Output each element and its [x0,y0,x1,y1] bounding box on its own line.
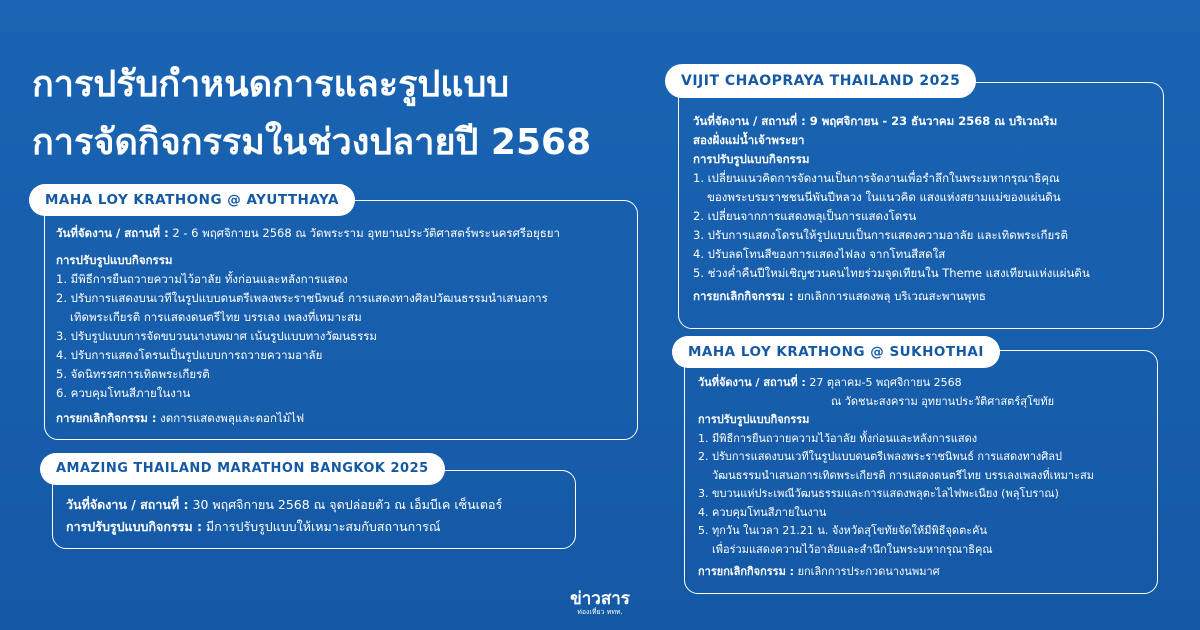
list-item: เพื่อร่วมแสดงความไว้อาลัยและสำนึกในพระมหากรุณาธิคุณ [712,542,993,556]
date-value: 2 - 6 พฤศจิกายน 2568 ณ วัดพระราม อุทยานประวัติศาสตร์พระนครศรีอยุธยา [168,226,560,240]
cancel-label: การยกเลิกกิจกรรม : [56,411,157,425]
ayutthaya-date-row [56,224,560,243]
logo [558,590,642,617]
list-item: 4. ควบคุมโทนสีภายในงาน [698,505,827,519]
list-item: 1. เปลี่ยนแนวคิดการจัดงานเป็นการจัดงานเพื่อรำลึกในพระมหากรุณาธิคุณ [693,171,1060,185]
sukhothai-details [698,374,1094,582]
changes-label: การปรับรูปแบบกิจกรรม : [66,519,202,534]
changes-value: มีการปรับรูปแบบให้เหมาะสมกับสถานการณ์ [201,519,441,534]
title-line-1: การปรับกำหนดการและรูปแบบ [32,64,510,105]
marathon-changes-row [66,516,502,538]
date-value: 27 ตุลาคม-5 พฤศจิกายน 2568 [805,376,962,389]
ayutthaya-cancel-row [56,409,560,428]
list-item: วัฒนธรรมนำเสนอการเทิดพระเกียรติ การแสดงดนตรีไทย บรรเลงเพลงที่เหมาะสม [712,468,1094,482]
list-item: 3. ขบวนแห่ประเพณีวัฒนธรรมและการแสดงพลุตะไลไฟพะเนียง (พลุโบราณ) [698,487,1059,500]
date-value-line-2: สองฝั่งแม่น้ำเจ้าพระยา [693,133,805,147]
page-title [32,56,652,172]
date-value-line-2: ณ วัดชนะสงคราม อุทยานประวัติศาสตร์สุโขทัย [831,394,1055,408]
cancel-value: ยกเลิกการแสดงพลุ บริเวณสะพานพุทธ [793,289,986,303]
marathon-details [66,494,502,538]
list-item: 5. ช่วงค่ำคืนปีใหม่เชิญชวนคนไทยร่วมจุดเทียนใน Theme แสงเทียนแห่งแผ่นดิน [693,266,1090,280]
cancel-label: การยกเลิกกิจกรรม : [698,565,795,578]
list-item: 1. มีพิธีการยืนถวายความไว้อาลัย ทั้งก่อนและหลังการแสดง [698,431,978,445]
list-item: 2. ปรับการแสดงบนเวทีในรูปแบบดนตรีเพลงพระราชนิพนธ์ การแสดงทางศิลปวัฒนธรรมนำเสนอการ [56,291,548,305]
title-line-2: การจัดกิจกรรมในช่วงปลายปี 2568 [32,122,592,163]
list-item: 5. จัดนิทรรศการเทิดพระเกียรติ [56,367,210,381]
logo-main-text: ข่าวสาร [570,589,630,609]
vijit-event-name: VIJIT CHAOPRAYA THAILAND 2025 [665,64,976,98]
list-item: ของพระบรมราชชนนีพันปีหลวง ในแนวคิด แสงแห่งสยามแม่ของแผ่นดิน [707,190,1061,204]
logo-sub-text: ท่องเที่ยว ททท. [577,608,623,616]
cancel-value: ยกเลิกการประกวดนางนพมาศ [794,565,940,578]
list-item: 4. ปรับลดโทนสีของการแสดงไฟลง จากโทนสีสดใส [693,247,946,261]
sukhothai-event-name: MAHA LOY KRATHONG @ SUKHOTHAI [672,336,1000,368]
list-item: เทิดพระเกียรติ การแสดงดนตรีไทย บรรเลง เพลงที่เหมาะสม [70,310,362,324]
date-label: วันที่จัดงาน / สถานที่ : [66,497,189,512]
vijit-date-row [693,112,1090,131]
changes-label: การปรับรูปแบบกิจกรรม [693,152,810,166]
list-item: 6. ควบคุมโทนสีภายในงาน [56,386,191,400]
sukhothai-date-row [698,374,1094,393]
changes-label: การปรับรูปแบบกิจกรรม [698,413,810,426]
ayutthaya-event-name: MAHA LOY KRATHONG @ AYUTTHAYA [29,184,355,216]
list-item: 1. มีพิธีการยืนถวายความไว้อาลัย ทั้งก่อนและหลังการแสดง [56,272,348,286]
vijit-cancel-row [693,287,1090,306]
date-label: วันที่จัดงาน / สถานที่ : [693,114,806,128]
sukhothai-cancel-row [698,563,1094,582]
list-item: 4. ปรับการแสดงโดรนเป็นรูปแบบการถวายความอาลัย [56,348,323,362]
list-item: 2. เปลี่ยนจากการแสดงพลุเป็นการแสดงโดรน [693,209,917,223]
marathon-event-name: AMAZING THAILAND MARATHON BANGKOK 2025 [40,453,445,485]
list-item: 3. ปรับการแสดงโดรนให้รูปแบบเป็นการแสดงความอาลัย และเทิดพระเกียรติ [693,228,1068,242]
list-item: 2. ปรับการแสดงบนเวทีในรูปแบบดนตรีเพลงพระราชนิพนธ์ การแสดงทางศิลป [698,450,1062,463]
list-item: 3. ปรับรูปแบบการจัดขบวนนางนพมาศ เน้นรูปแบบทางวัฒนธรรม [56,329,378,343]
changes-label: การปรับรูปแบบกิจกรรม [56,253,173,267]
cancel-value: งดการแสดงพลุและดอกไม้ไฟ [156,411,305,425]
date-label: วันที่จัดงาน / สถานที่ : [698,376,806,389]
list-item: 5. ทุกวัน ในเวลา 21.21 น. จังหวัดสุโขทัยจัดให้มีพิธีจุดตะคัน [698,524,988,537]
date-label: วันที่จัดงาน / สถานที่ : [56,226,169,240]
vijit-details [693,112,1090,306]
date-value: 9 พฤศจิกายน - 23 ธันวาคม 2568 ณ บริเวณริม [805,114,1058,128]
date-value: 30 พฤศจิกายน 2568 ณ จุดปล่อยตัว ณ เอ็มบีเค เซ็นเตอร์ [188,497,503,512]
cancel-label: การยกเลิกกิจกรรม : [693,289,794,303]
ayutthaya-details [56,224,560,428]
marathon-date-row [66,494,502,516]
